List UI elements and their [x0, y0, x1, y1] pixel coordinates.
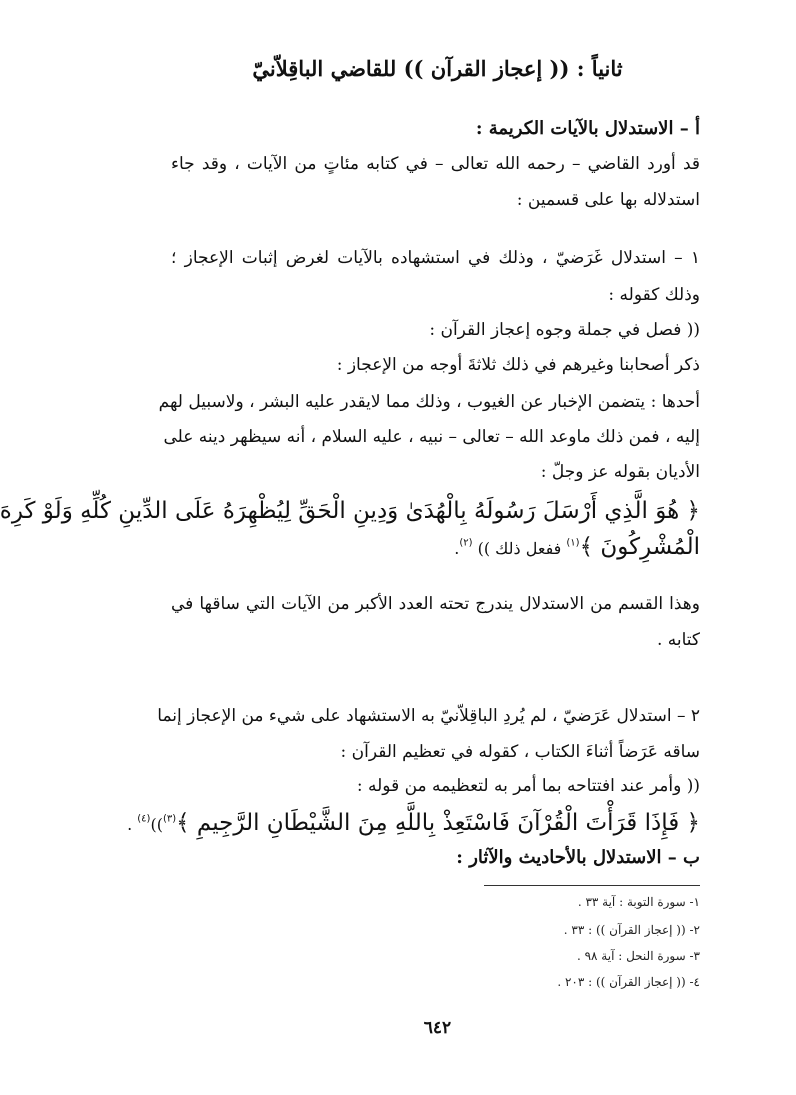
- footnote-4: ٤- (( إعجاز القرآن )) : ٢٠٣ .: [557, 975, 700, 989]
- part1-line-2: وذلك كقوله :: [608, 285, 700, 305]
- quran-verse-1-line-1: ﴿ هُوَ الَّذِي أَرْسَلَ رَسُولَهُ بِالْهُدَىٰ وَدِينِ الْحَقِّ لِيُظْهِرَهُ عَلَى الدِّينِ كُلِّهِ وَلَوْ كَرِهَ: [0, 498, 700, 524]
- footnote-mark-1: (١): [566, 537, 580, 549]
- section-b-heading: ب – الاستدلال بالأحاديث والآثار :: [456, 847, 700, 868]
- part2-line-1: ٢ – استدلال عَرَضيّ ، لم يُردِ الباقِلاّنيّ به الاستشهاد على شيء من الإعجاز إنما: [157, 706, 700, 726]
- part1-line-7: الأديان بقوله عز وجلّ :: [540, 462, 700, 482]
- part1-close-line-2: كتابه .: [656, 630, 700, 650]
- part2-line-2: ساقه عَرَضاً أثناءَ الكتاب ، كقوله في تعظيم القرآن :: [340, 742, 700, 762]
- quote-heading: (( فصل في جملة وجوه إعجاز القرآن :: [429, 320, 700, 340]
- quran-verse-2: [127, 806, 700, 842]
- intro-line-1: قد أورد القاضي – رحمه الله تعالى – في كتابه مئاتٍ من الآيات ، وقد جاء: [171, 154, 700, 174]
- footnote-1: ١- سورة التوبة : آية ٣٣ .: [577, 895, 700, 909]
- footnote-separator: [484, 885, 700, 886]
- part1-line-4: ذكر أصحابنا وغيرهم في ذلك ثلاثةَ أوجه من الإعجاز :: [336, 355, 700, 375]
- part1-line-6: إليه ، فمن ذلك ماوعد الله – تعالى – نبيه ، عليه السلام ، أنه سيظهر دينه على: [163, 427, 700, 447]
- footnote-mark-4: (٤): [137, 813, 151, 825]
- page-number: ٦٤٢: [423, 1018, 452, 1038]
- footnote-mark-3: (٣): [162, 813, 177, 825]
- verse-2-text: ﴿ فَإِذَا قَرَأْتَ الْقُرْآنَ فَاسْتَعِذْ بِاللَّهِ مِنَ الشَّيْطَانِ الرَّجِيمِ ﴾: [176, 810, 700, 836]
- verse-2-after: )): [150, 815, 163, 834]
- part1-line-5: أحدها : يتضمن الإخبار عن الغيوب ، وذلك مما لايقدر عليه البشر ، ولاسبيل لهم: [158, 392, 700, 412]
- quran-verse-1-line-2: [159, 530, 700, 566]
- intro-line-2: استدلاله بها على قسمين :: [516, 190, 700, 210]
- verse-1-end: .: [454, 539, 460, 558]
- verse-2-end: .: [127, 815, 138, 834]
- footnote-mark-2: (٢): [459, 537, 473, 549]
- page-title: ثانياً : (( إعجاز القرآن )) للقاضي الباقِلاّنيّ: [252, 56, 623, 81]
- part1-close-line-1: وهذا القسم من الاستدلال يندرج تحته العدد الأكبر من الآيات التي ساقها في: [171, 594, 700, 614]
- verse-1-after: ففعل ذلك )): [472, 539, 567, 558]
- section-a-heading: أ – الاستدلال بالآيات الكريمة :: [475, 118, 700, 139]
- footnote-2: ٢- (( إعجاز القرآن )) : ٣٣ .: [563, 923, 700, 937]
- verse-1-tail: الْمُشْرِكُونَ ﴾: [579, 534, 700, 560]
- footnote-3: ٣- سورة النحل : آية ٩٨ .: [576, 949, 700, 963]
- part1-line-1: ١ – استدلال غَرَضيّ ، وذلك في استشهاده بالآيات لغرض إثبات الإعجاز ؛: [171, 248, 700, 268]
- part2-line-3: (( وأمر عند افتتاحه بما أمر به لتعظيمه من قوله :: [356, 776, 700, 796]
